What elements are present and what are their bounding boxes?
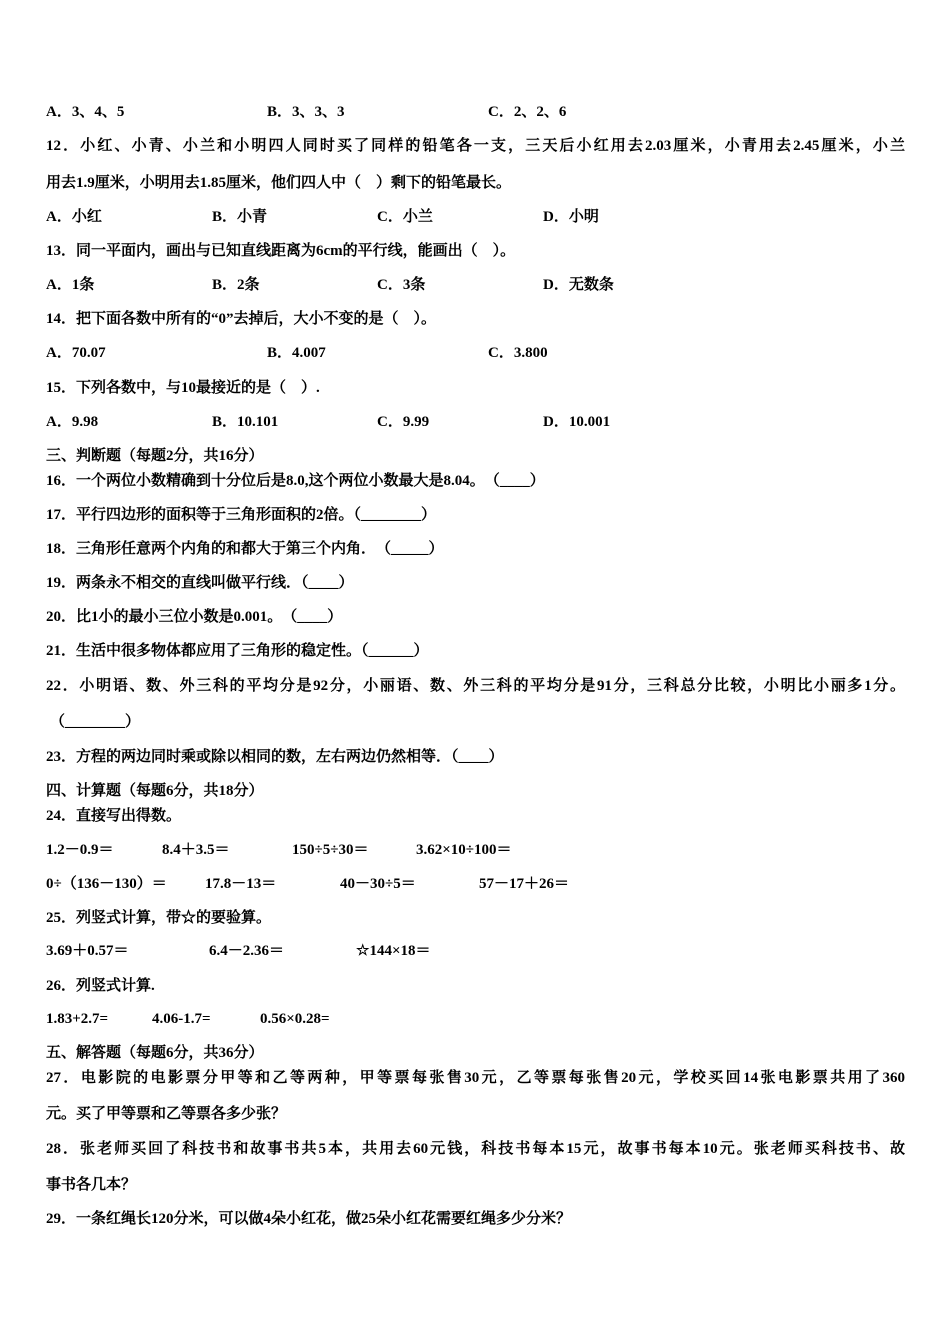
question-text: 20．比1小的最小三位小数是0.001。 （____） xyxy=(46,609,343,625)
answer-option: C．3.800 xyxy=(488,345,548,361)
answer-option: D．小明 xyxy=(543,209,599,225)
question-text: 16．一个两位小数精确到十分位后是8.0,这个两位小数最大是8.04。 （____） xyxy=(46,473,545,489)
expression: 4.06-1.7= xyxy=(152,1011,211,1027)
expression: 3.62×10÷100＝ xyxy=(416,842,512,858)
question-text: 用去1.9厘米，小明用去1.85厘米，他们四人中（ ）剩下的铅笔最长。 xyxy=(46,175,512,191)
question-text: 23．方程的两边同时乘或除以相同的数，左右两边仍然相等．（____） xyxy=(46,749,504,765)
answer-option: A．1条 xyxy=(46,277,95,293)
expression: 150÷5÷30＝ xyxy=(292,842,369,858)
question-text: 14．把下面各数中所有的“0”去掉后，大小不变的是（ ）。 xyxy=(46,311,437,327)
question-text: 四、计算题（每题6分，共18分） xyxy=(46,783,264,799)
question-text: 元。买了甲等票和乙等票各多少张？ xyxy=(46,1106,287,1122)
answer-option: A．3、4、5 xyxy=(46,104,125,120)
expression: 0.56×0.28= xyxy=(260,1011,330,1027)
answer-option: A．70.07 xyxy=(46,345,106,361)
question-text: 17．平行四边形的面积等于三角形面积的2倍。（________） xyxy=(46,507,437,523)
question-text: 15．下列各数中，与10最接近的是（ ）. xyxy=(46,380,320,396)
question-text: 事书各几本？ xyxy=(46,1177,137,1193)
question-text: 21．生活中很多物体都应用了三角形的稳定性。（______） xyxy=(46,643,429,659)
question-text: 24．直接写出得数。 xyxy=(46,808,182,824)
expression: 3.69＋0.57＝ xyxy=(46,943,129,959)
question-text: 三、判断题（每题2分，共16分） xyxy=(46,448,264,464)
answer-option: C．9.99 xyxy=(377,414,430,430)
question-text: 26．列竖式计算. xyxy=(46,978,155,994)
question-text: 27．电影院的电影票分甲等和乙等两种，甲等票每张售30元，乙等票每张售20元，学校买回14张电影票共用了360 xyxy=(46,1070,905,1086)
expression: 1.2－0.9＝ xyxy=(46,842,114,858)
expression: 0÷（136－130）＝ xyxy=(46,876,167,892)
answer-option: D．无数条 xyxy=(543,277,614,293)
answer-option: B．小青 xyxy=(212,209,268,225)
answer-option: D．10.001 xyxy=(543,414,611,430)
answer-option: A．小红 xyxy=(46,209,102,225)
answer-option: C．2、2、6 xyxy=(488,104,567,120)
answer-option: B．4.007 xyxy=(267,345,326,361)
question-text: 25．列竖式计算，带☆的要验算。 xyxy=(46,910,272,926)
question-text: 22．小明语、数、外三科的平均分是92分，小丽语、数、外三科的平均分是91分，三科总分比较，小明比小丽多1分。 xyxy=(46,678,905,694)
expression: 57－17＋26＝ xyxy=(479,876,570,892)
question-text: （________） xyxy=(50,714,141,730)
expression: 8.4＋3.5＝ xyxy=(162,842,230,858)
expression: 40－30÷5＝ xyxy=(340,876,416,892)
question-text: 29．一条红绳长120分米，可以做4朵小红花，做25朵小红花需要红绳多少分米？ xyxy=(46,1211,572,1227)
expression: 17.8－13＝ xyxy=(205,876,277,892)
question-text: 13．同一平面内，画出与已知直线距离为6cm的平行线，能画出（ ）。 xyxy=(46,243,516,259)
expression: 1.83+2.7= xyxy=(46,1011,109,1027)
question-text: 18．三角形任意两个内角的和都大于第三个内角． （_____） xyxy=(46,541,444,557)
answer-option: C．小兰 xyxy=(377,209,433,225)
question-text: 12．小红、小青、小兰和小明四人同时买了同样的铅笔各一支，三天后小红用去2.03厘米，小青用去2.45厘米，小兰 xyxy=(46,138,905,154)
expression: ☆144×18＝ xyxy=(356,943,431,959)
answer-option: C．3条 xyxy=(377,277,426,293)
question-text: 28．张老师买回了科技书和故事书共5本，共用去60元钱，科技书每本15元，故事书每本10元。张老师买科技书、故 xyxy=(46,1141,905,1157)
question-text: 五、解答题（每题6分，共36分） xyxy=(46,1045,264,1061)
answer-option: A．9.98 xyxy=(46,414,99,430)
question-text: 19．两条永不相交的直线叫做平行线．（____） xyxy=(46,575,354,591)
expression: 6.4－2.36＝ xyxy=(209,943,285,959)
answer-option: B．10.101 xyxy=(212,414,279,430)
answer-option: B．2条 xyxy=(212,277,260,293)
answer-option: B．3、3、3 xyxy=(267,104,345,120)
